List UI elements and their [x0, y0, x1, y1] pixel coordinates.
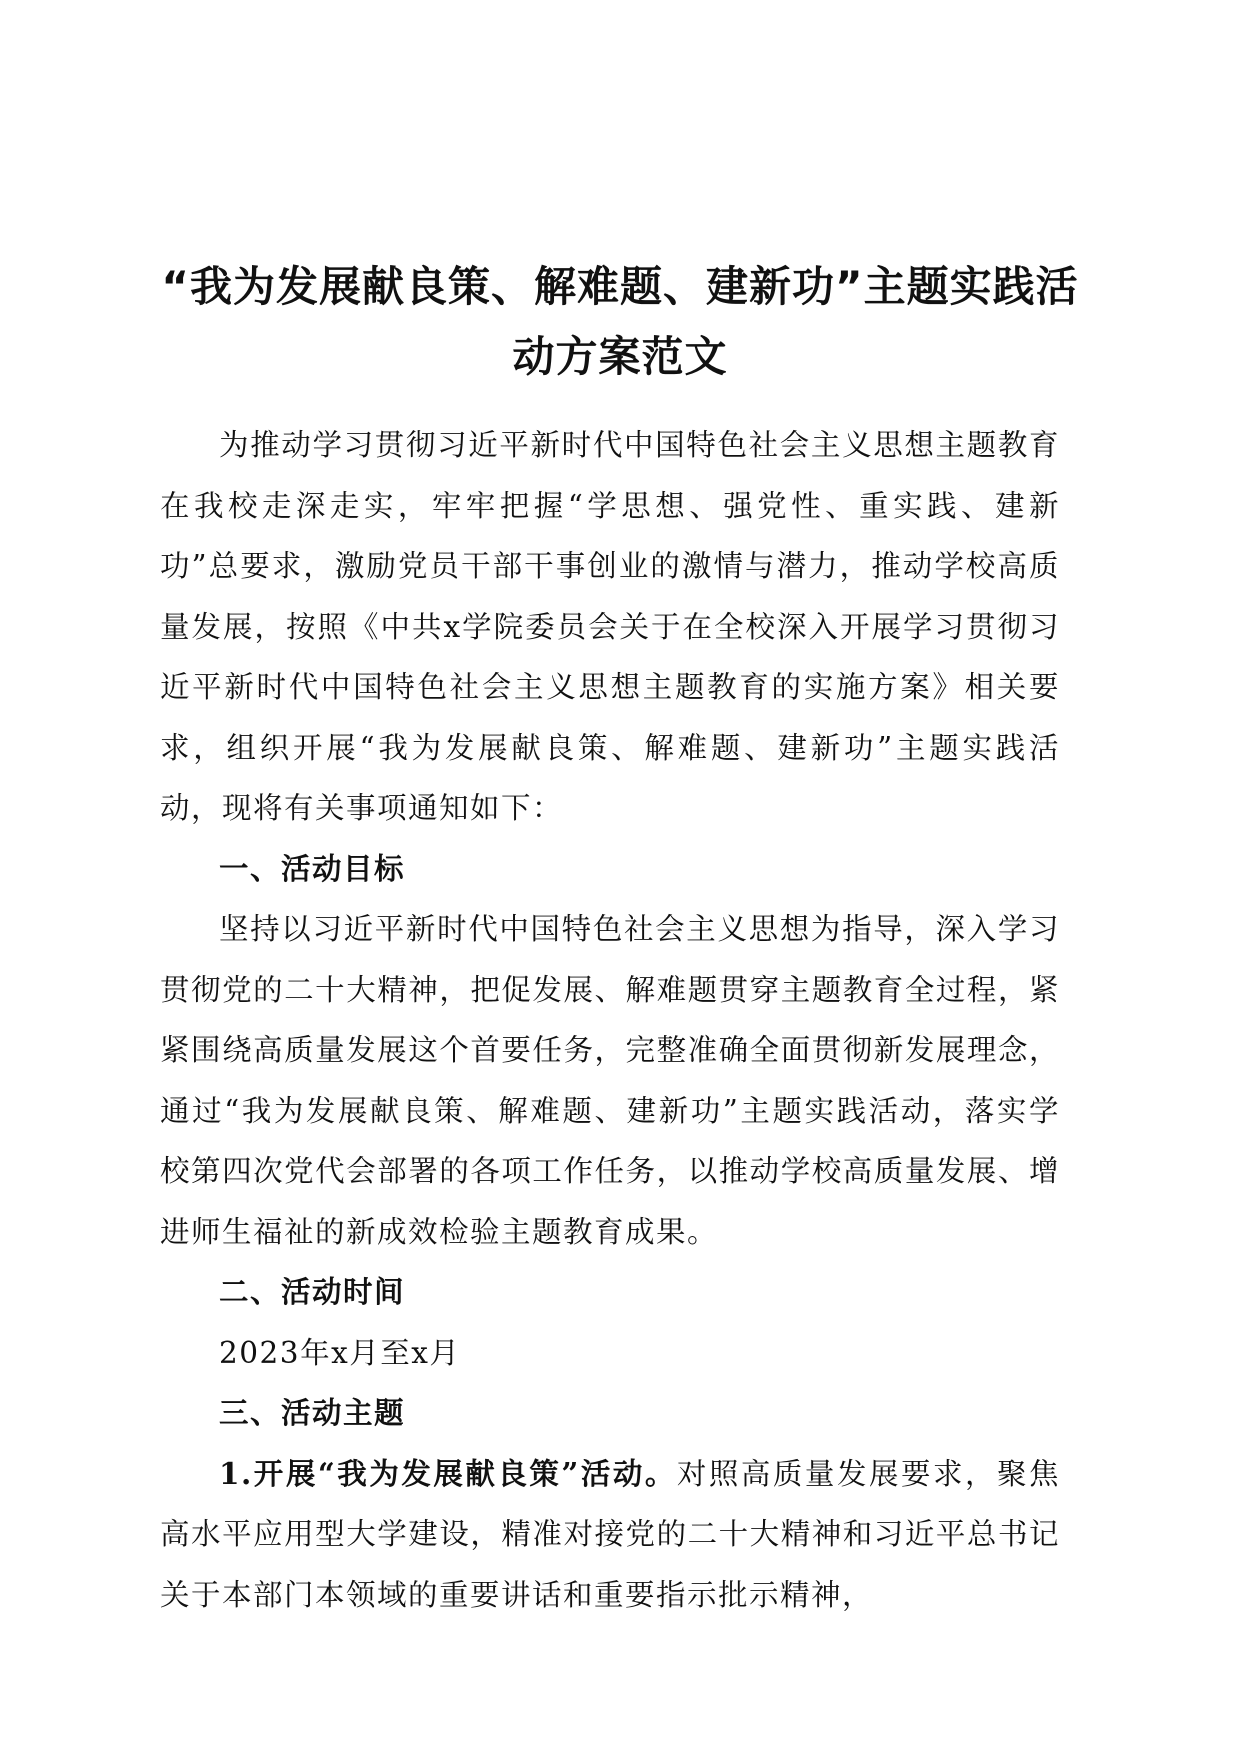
goals-paragraph: 坚持以习近平新时代中国特色社会主义思想为指导，深入学习贯彻党的二十大精神，把促发展、解难题贯穿主题教育全过程，紧紧围绕高质量发展这个首要任务，完整准确全面贯彻新发展理念，通过“我为发展献良策、解难题、建新功”主题实践活动，落实学校第四次党代会部署的各项工作任务，以推动学校高质量发展、增进师生福祉的新成效检验主题教育成果。 — [160, 912, 1060, 1249]
intro-paragraph: 为推动学习贯彻习近平新时代中国特色社会主义思想主题教育在我校走深走实，牢牢把握“学思想、强党性、重实践、建新功”总要求，激励党员干部干事创业的激情与潜力，推动学校高质量发展，按照《中共x学院委员会关于在全校深入开展学习贯彻习近平新时代中国特色社会主义思想主题教育的实施方案》相关要求，组织开展“我为发展献良策、解难题、建新功”主题实践活动，现将有关事项通知如下： — [160, 428, 1060, 825]
time-paragraph: 2023年x月至x月 — [219, 1335, 461, 1370]
section-heading-time: 二、活动时间 — [219, 1275, 406, 1309]
theme-item-1 — [160, 1444, 1060, 1626]
section-heading-goals: 一、活动目标 — [219, 851, 406, 886]
theme-item-1-text: 对照高质量发展要求，聚焦高水平应用型大学建设，精准对接党的二十大精神和习近平总书记关于本部门本领域的重要讲话和重要指示批示精神， — [160, 1456, 1060, 1612]
document-title: “我为发展献良策、解难题、建新功”主题实践活动方案范文 — [161, 262, 1079, 381]
theme-item-1-title: 1.开展“我为发展献良策”活动。 — [219, 1455, 677, 1491]
document-body — [160, 415, 1060, 1625]
section-heading-theme: 三、活动主题 — [219, 1396, 406, 1430]
